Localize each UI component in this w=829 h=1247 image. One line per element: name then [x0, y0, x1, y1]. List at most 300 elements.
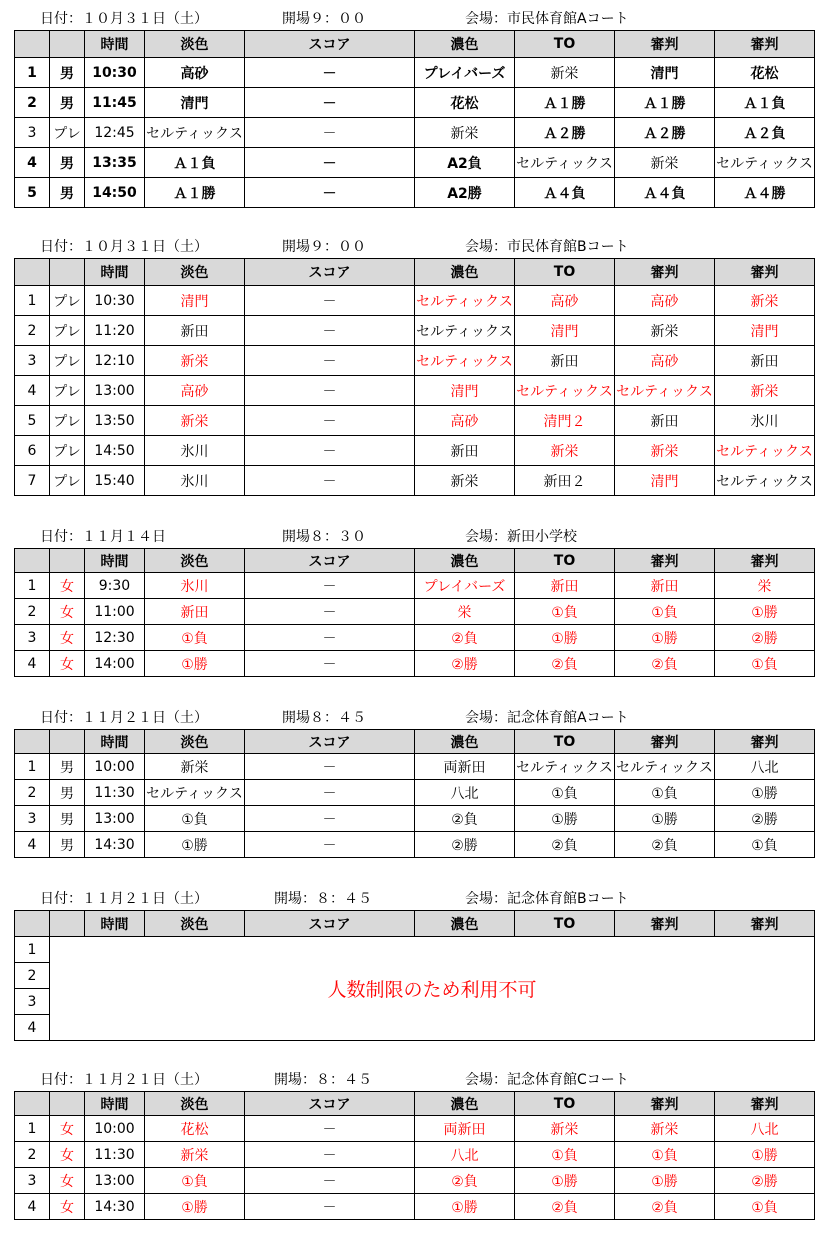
cell-to: ②負: [515, 832, 615, 858]
section-info: [0, 1065, 829, 1091]
cell-num: 2: [15, 780, 50, 806]
cell-to: 新田: [515, 573, 615, 599]
cell-to: ①勝: [515, 806, 615, 832]
header-time: 時間: [85, 1092, 145, 1116]
cell-division: 男: [50, 58, 85, 88]
cell-referee-1: ①負: [615, 780, 715, 806]
cell-referee-1: Ａ１勝: [615, 88, 715, 118]
header-referee-1: 審判: [615, 259, 715, 286]
cell-num: 5: [15, 178, 50, 208]
cell-num: 2: [15, 963, 50, 989]
venue-label: 会場：新田小学校: [465, 529, 577, 545]
cell-num: 4: [15, 832, 50, 858]
cell-num: 3: [15, 806, 50, 832]
cell-to: 新田: [515, 346, 615, 376]
cell-score: －: [245, 346, 415, 376]
cell-light-team: セルティックス: [145, 118, 245, 148]
header-referee-2: 審判: [715, 911, 815, 937]
cell-division: 男: [50, 88, 85, 118]
cell-dark-team: セルティックス: [415, 286, 515, 316]
table-row: [15, 346, 815, 376]
unavailable-notice: 人数制限のため利用不可: [50, 937, 815, 1041]
header-num: [15, 730, 50, 754]
header-referee-2: 審判: [715, 549, 815, 573]
header-num: [15, 1092, 50, 1116]
header-dark-team: 濃色: [415, 730, 515, 754]
cell-referee-2: ①負: [715, 651, 815, 677]
header-to: TO: [515, 259, 615, 286]
cell-score: －: [245, 832, 415, 858]
cell-time: 13:00: [85, 806, 145, 832]
header-division: [50, 549, 85, 573]
open-time-label: 開場８：４５: [282, 710, 366, 726]
table-row: [15, 1168, 815, 1194]
cell-referee-2: ②勝: [715, 806, 815, 832]
header-time: 時間: [85, 730, 145, 754]
date-label: 日付：１１月２１日（土）: [40, 891, 208, 907]
cell-division: プレ: [50, 436, 85, 466]
cell-num: 3: [15, 625, 50, 651]
cell-time: 14:00: [85, 651, 145, 677]
cell-to: 新栄: [515, 1116, 615, 1142]
schedule-section: [0, 4, 829, 202]
cell-score: －: [245, 316, 415, 346]
cell-light-team: 新田: [145, 599, 245, 625]
header-score: スコア: [245, 911, 415, 937]
cell-num: 4: [15, 1015, 50, 1041]
cell-time: 14:30: [85, 832, 145, 858]
cell-score: －: [245, 376, 415, 406]
cell-referee-2: 新栄: [715, 376, 815, 406]
table-row: [15, 651, 815, 677]
cell-dark-team: A2負: [415, 148, 515, 178]
table-row: [15, 148, 815, 178]
header-dark-team: 濃色: [415, 1092, 515, 1116]
cell-referee-1: ②負: [615, 1194, 715, 1220]
cell-division: 女: [50, 573, 85, 599]
cell-score: －: [245, 573, 415, 599]
cell-division: プレ: [50, 376, 85, 406]
schedule-table: [14, 910, 815, 1041]
cell-referee-1: 新田: [615, 573, 715, 599]
cell-to: ①負: [515, 1142, 615, 1168]
table-header-row: [15, 259, 815, 286]
venue-label: 会場：記念体育館Cコート: [465, 1072, 629, 1088]
schedule-section: [0, 232, 829, 490]
table-row: [15, 436, 815, 466]
cell-division: プレ: [50, 466, 85, 496]
cell-to: ①負: [515, 599, 615, 625]
table-row: [15, 118, 815, 148]
table-row: [15, 316, 815, 346]
cell-num: 3: [15, 989, 50, 1015]
header-light-team: 淡色: [145, 259, 245, 286]
cell-light-team: ①負: [145, 1168, 245, 1194]
cell-to: ②負: [515, 651, 615, 677]
cell-dark-team: 高砂: [415, 406, 515, 436]
cell-referee-1: ①勝: [615, 1168, 715, 1194]
cell-score: －: [245, 1116, 415, 1142]
cell-division: プレ: [50, 286, 85, 316]
cell-referee-1: ①勝: [615, 625, 715, 651]
open-time-label: 開場：８：４５: [274, 1072, 372, 1088]
cell-dark-team: ②負: [415, 806, 515, 832]
header-dark-team: 濃色: [415, 259, 515, 286]
cell-referee-2: 栄: [715, 573, 815, 599]
header-to: TO: [515, 730, 615, 754]
header-light-team: 淡色: [145, 911, 245, 937]
cell-score: －: [245, 1194, 415, 1220]
cell-num: 2: [15, 599, 50, 625]
header-to: TO: [515, 1092, 615, 1116]
cell-dark-team: 栄: [415, 599, 515, 625]
cell-num: 2: [15, 316, 50, 346]
cell-num: 1: [15, 754, 50, 780]
cell-light-team: セルティックス: [145, 780, 245, 806]
cell-referee-2: ①負: [715, 832, 815, 858]
header-referee-2: 審判: [715, 259, 815, 286]
cell-referee-2: Ａ１負: [715, 88, 815, 118]
cell-time: 12:45: [85, 118, 145, 148]
cell-dark-team: プレイバーズ: [415, 573, 515, 599]
cell-light-team: 氷川: [145, 573, 245, 599]
header-to: TO: [515, 549, 615, 573]
cell-num: 1: [15, 1116, 50, 1142]
cell-score: －: [245, 651, 415, 677]
header-light-team: 淡色: [145, 31, 245, 58]
cell-dark-team: ②勝: [415, 832, 515, 858]
header-referee-2: 審判: [715, 31, 815, 58]
cell-score: －: [245, 58, 415, 88]
cell-division: 男: [50, 754, 85, 780]
cell-referee-2: 八北: [715, 1116, 815, 1142]
cell-time: 11:45: [85, 88, 145, 118]
table-header-row: [15, 31, 815, 58]
cell-score: －: [245, 1142, 415, 1168]
cell-referee-2: 氷川: [715, 406, 815, 436]
table-row: [15, 599, 815, 625]
cell-score: －: [245, 466, 415, 496]
schedule-section: [0, 884, 829, 1036]
cell-dark-team: 新栄: [415, 466, 515, 496]
cell-referee-1: 清門: [615, 58, 715, 88]
cell-division: 男: [50, 832, 85, 858]
header-referee-1: 審判: [615, 730, 715, 754]
cell-num: 6: [15, 436, 50, 466]
section-info: [0, 884, 829, 910]
cell-time: 10:30: [85, 286, 145, 316]
cell-division: 男: [50, 148, 85, 178]
header-division: [50, 31, 85, 58]
table-row: [15, 88, 815, 118]
header-referee-1: 審判: [615, 549, 715, 573]
header-light-team: 淡色: [145, 730, 245, 754]
cell-division: 女: [50, 625, 85, 651]
cell-division: 女: [50, 651, 85, 677]
date-label: 日付：１０月３１日（土）: [40, 239, 208, 255]
cell-time: 11:00: [85, 599, 145, 625]
cell-to: セルティックス: [515, 754, 615, 780]
cell-num: 3: [15, 118, 50, 148]
open-time-label: 開場：８：４５: [274, 891, 372, 907]
cell-light-team: 氷川: [145, 436, 245, 466]
cell-num: 4: [15, 1194, 50, 1220]
cell-score: －: [245, 88, 415, 118]
cell-referee-2: Ａ２負: [715, 118, 815, 148]
cell-score: －: [245, 754, 415, 780]
open-time-label: 開場９：００: [282, 11, 366, 27]
header-referee-2: 審判: [715, 730, 815, 754]
table-row: [15, 806, 815, 832]
header-division: [50, 911, 85, 937]
cell-dark-team: 八北: [415, 1142, 515, 1168]
cell-light-team: 新栄: [145, 406, 245, 436]
cell-dark-team: ②負: [415, 625, 515, 651]
table-row: [15, 178, 815, 208]
cell-referee-2: セルティックス: [715, 436, 815, 466]
cell-light-team: ①勝: [145, 651, 245, 677]
cell-referee-2: ①負: [715, 1194, 815, 1220]
venue-label: 会場：記念体育館Aコート: [465, 710, 629, 726]
cell-dark-team: 両新田: [415, 754, 515, 780]
open-time-label: 開場９：００: [282, 239, 366, 255]
cell-score: －: [245, 599, 415, 625]
header-division: [50, 1092, 85, 1116]
table-header-row: [15, 549, 815, 573]
cell-division: 女: [50, 1194, 85, 1220]
cell-division: 女: [50, 1142, 85, 1168]
header-referee-2: 審判: [715, 1092, 815, 1116]
schedule-table: [14, 258, 815, 496]
schedule-table: [14, 1091, 815, 1220]
cell-time: 14:50: [85, 178, 145, 208]
cell-referee-2: ①勝: [715, 1142, 815, 1168]
section-info: [0, 522, 829, 548]
cell-light-team: ①勝: [145, 1194, 245, 1220]
date-label: 日付：１１月１４日: [40, 529, 166, 545]
cell-light-team: Ａ１勝: [145, 178, 245, 208]
cell-referee-1: 新田: [615, 406, 715, 436]
cell-score: －: [245, 780, 415, 806]
cell-time: 10:30: [85, 58, 145, 88]
cell-num: 3: [15, 346, 50, 376]
header-light-team: 淡色: [145, 1092, 245, 1116]
cell-referee-2: セルティックス: [715, 466, 815, 496]
schedule-table: [14, 30, 815, 208]
cell-light-team: 清門: [145, 286, 245, 316]
header-time: 時間: [85, 549, 145, 573]
cell-score: －: [245, 806, 415, 832]
cell-time: 10:00: [85, 1116, 145, 1142]
cell-division: 女: [50, 1168, 85, 1194]
cell-referee-2: ①勝: [715, 599, 815, 625]
cell-referee-1: 新栄: [615, 1116, 715, 1142]
table-row: [15, 832, 815, 858]
cell-division: 男: [50, 780, 85, 806]
cell-referee-1: Ａ２勝: [615, 118, 715, 148]
cell-referee-1: ①負: [615, 1142, 715, 1168]
cell-time: 13:35: [85, 148, 145, 178]
cell-time: 11:30: [85, 780, 145, 806]
cell-time: 15:40: [85, 466, 145, 496]
cell-referee-2: セルティックス: [715, 148, 815, 178]
table-row: [15, 58, 815, 88]
cell-to: セルティックス: [515, 148, 615, 178]
cell-num: 7: [15, 466, 50, 496]
table-row: [15, 937, 815, 963]
cell-num: 4: [15, 148, 50, 178]
cell-score: －: [245, 178, 415, 208]
cell-dark-team: 新栄: [415, 118, 515, 148]
cell-division: プレ: [50, 406, 85, 436]
date-label: 日付：１０月３１日（土）: [40, 11, 208, 27]
cell-to: Ａ４負: [515, 178, 615, 208]
header-light-team: 淡色: [145, 549, 245, 573]
cell-division: 男: [50, 806, 85, 832]
cell-referee-2: ②勝: [715, 625, 815, 651]
schedule-table: [14, 548, 815, 677]
table-row: [15, 780, 815, 806]
cell-referee-2: ②勝: [715, 1168, 815, 1194]
cell-dark-team: 新田: [415, 436, 515, 466]
cell-to: Ａ２勝: [515, 118, 615, 148]
cell-referee-1: 新栄: [615, 148, 715, 178]
cell-referee-2: 八北: [715, 754, 815, 780]
cell-time: 13:00: [85, 376, 145, 406]
cell-dark-team: ①勝: [415, 1194, 515, 1220]
cell-dark-team: セルティックス: [415, 346, 515, 376]
table-row: [15, 1116, 815, 1142]
table-row: [15, 1142, 815, 1168]
cell-time: 14:50: [85, 436, 145, 466]
schedule-table: [14, 729, 815, 858]
cell-score: －: [245, 1168, 415, 1194]
schedule-section: [0, 1065, 829, 1216]
cell-referee-1: 新栄: [615, 316, 715, 346]
cell-score: －: [245, 118, 415, 148]
date-label: 日付：１１月２１日（土）: [40, 710, 208, 726]
cell-light-team: 新田: [145, 316, 245, 346]
header-num: [15, 259, 50, 286]
header-to: TO: [515, 31, 615, 58]
table-row: [15, 573, 815, 599]
cell-light-team: 花松: [145, 1116, 245, 1142]
table-header-row: [15, 911, 815, 937]
cell-to: 新田２: [515, 466, 615, 496]
cell-num: 2: [15, 88, 50, 118]
table-row: [15, 406, 815, 436]
table-header-row: [15, 730, 815, 754]
cell-referee-2: 花松: [715, 58, 815, 88]
section-info: [0, 232, 829, 258]
section-info: [0, 4, 829, 30]
header-score: スコア: [245, 1092, 415, 1116]
cell-num: 3: [15, 1168, 50, 1194]
venue-label: 会場：市民体育館Bコート: [465, 239, 629, 255]
cell-time: 11:20: [85, 316, 145, 346]
cell-light-team: ①勝: [145, 832, 245, 858]
cell-light-team: 清門: [145, 88, 245, 118]
header-num: [15, 549, 50, 573]
cell-to: 清門: [515, 316, 615, 346]
header-time: 時間: [85, 911, 145, 937]
cell-referee-2: ①勝: [715, 780, 815, 806]
cell-num: 2: [15, 1142, 50, 1168]
schedule-section: [0, 703, 829, 854]
cell-to: ②負: [515, 1194, 615, 1220]
cell-referee-1: 高砂: [615, 346, 715, 376]
cell-dark-team: セルティックス: [415, 316, 515, 346]
cell-referee-2: 清門: [715, 316, 815, 346]
header-score: スコア: [245, 730, 415, 754]
cell-dark-team: 清門: [415, 376, 515, 406]
cell-score: －: [245, 406, 415, 436]
cell-referee-1: 高砂: [615, 286, 715, 316]
cell-to: 清門２: [515, 406, 615, 436]
cell-score: －: [245, 436, 415, 466]
section-info: [0, 703, 829, 729]
cell-light-team: 高砂: [145, 376, 245, 406]
cell-division: プレ: [50, 118, 85, 148]
table-row: [15, 466, 815, 496]
cell-referee-1: Ａ４負: [615, 178, 715, 208]
cell-light-team: ①負: [145, 625, 245, 651]
cell-num: 1: [15, 286, 50, 316]
cell-num: 1: [15, 573, 50, 599]
header-score: スコア: [245, 31, 415, 58]
header-referee-1: 審判: [615, 1092, 715, 1116]
header-dark-team: 濃色: [415, 549, 515, 573]
cell-dark-team: ②負: [415, 1168, 515, 1194]
table-row: [15, 754, 815, 780]
cell-light-team: Ａ１負: [145, 148, 245, 178]
cell-to: ①勝: [515, 1168, 615, 1194]
cell-light-team: 新栄: [145, 346, 245, 376]
cell-referee-1: 新栄: [615, 436, 715, 466]
cell-light-team: ①負: [145, 806, 245, 832]
cell-referee-1: ②負: [615, 832, 715, 858]
cell-light-team: 新栄: [145, 1142, 245, 1168]
cell-to: Ａ１勝: [515, 88, 615, 118]
cell-time: 10:00: [85, 754, 145, 780]
cell-time: 14:30: [85, 1194, 145, 1220]
cell-light-team: 新栄: [145, 754, 245, 780]
cell-num: 5: [15, 406, 50, 436]
table-row: [15, 625, 815, 651]
header-score: スコア: [245, 259, 415, 286]
table-row: [15, 376, 815, 406]
cell-division: 女: [50, 1116, 85, 1142]
table-row: [15, 286, 815, 316]
header-to: TO: [515, 911, 615, 937]
cell-referee-2: 新田: [715, 346, 815, 376]
cell-referee-1: セルティックス: [615, 754, 715, 780]
cell-dark-team: 花松: [415, 88, 515, 118]
cell-to: 新栄: [515, 436, 615, 466]
cell-to: セルティックス: [515, 376, 615, 406]
cell-score: －: [245, 148, 415, 178]
cell-division: プレ: [50, 346, 85, 376]
table-header-row: [15, 1092, 815, 1116]
cell-dark-team: 八北: [415, 780, 515, 806]
header-score: スコア: [245, 549, 415, 573]
cell-dark-team: A2勝: [415, 178, 515, 208]
header-num: [15, 911, 50, 937]
cell-referee-1: 清門: [615, 466, 715, 496]
cell-score: －: [245, 286, 415, 316]
header-time: 時間: [85, 31, 145, 58]
venue-label: 会場：記念体育館Bコート: [465, 891, 629, 907]
